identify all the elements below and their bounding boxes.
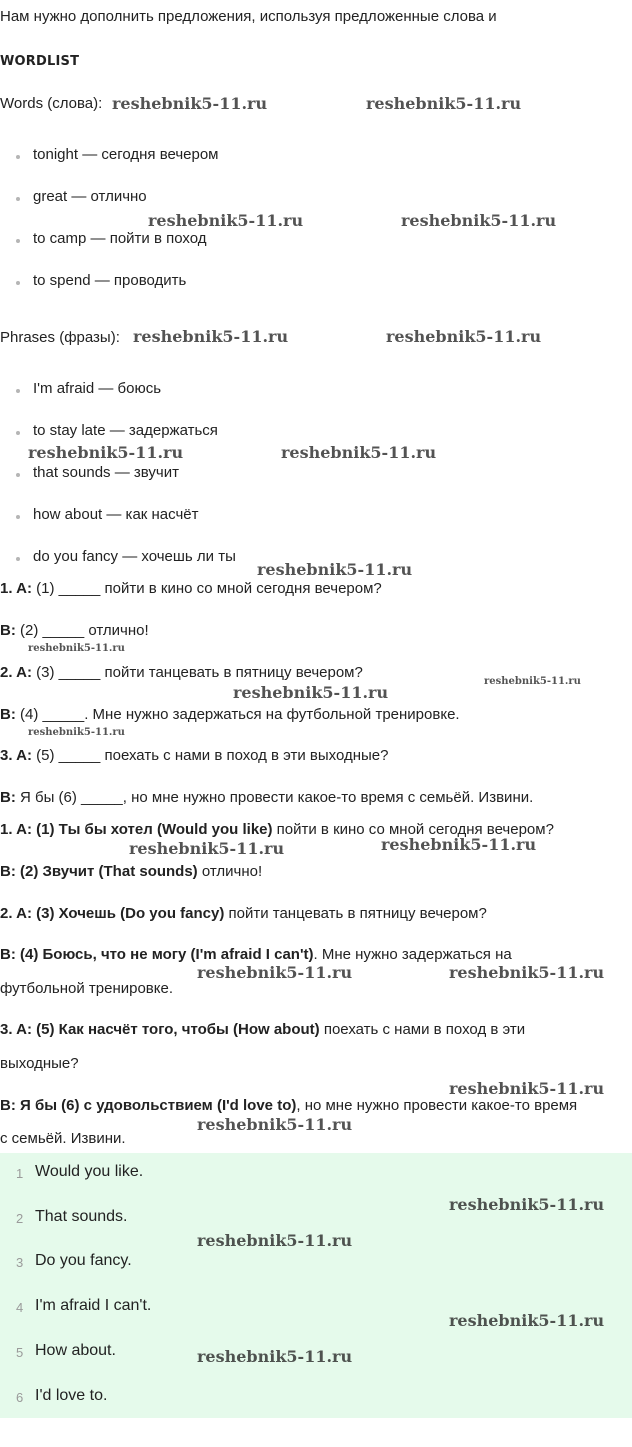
- word-item: great — отлично: [33, 188, 147, 205]
- answer-number: 6: [16, 1390, 24, 1405]
- bullet-icon: [16, 557, 20, 561]
- solution-line-6-cont: с семьёй. Извини.: [0, 1130, 126, 1147]
- watermark: reshebnik5-11.ru: [281, 443, 437, 462]
- answer-number: 5: [16, 1345, 24, 1360]
- answer-text: Do you fancy.: [35, 1252, 132, 1269]
- answer-number: 2: [16, 1211, 24, 1226]
- bullet-icon: [16, 431, 20, 435]
- watermark: reshebnik5-11.ru: [28, 727, 125, 738]
- answer-number: 1: [16, 1166, 24, 1181]
- word-item: to spend — проводить: [33, 272, 187, 289]
- watermark: reshebnik5-11.ru: [197, 1231, 353, 1250]
- watermark: reshebnik5-11.ru: [381, 835, 537, 854]
- phrase-item: that sounds — звучит: [33, 464, 179, 481]
- solution-line-4: B: (4) Боюсь, что не могу (I'm afraid I can't). Мне нужно задержаться на: [0, 946, 512, 963]
- task-line-6: B: Я бы (6) _____, но мне нужно провести какое-то время с семьёй. Извини.: [0, 789, 534, 806]
- answer-number: 3: [16, 1255, 24, 1270]
- task-line-5: 3. A: (5) _____ поехать с нами в поход в эти выходные?: [0, 747, 389, 764]
- bullet-icon: [16, 515, 20, 519]
- bullet-icon: [16, 239, 20, 243]
- watermark: reshebnik5-11.ru: [133, 327, 289, 346]
- answer-text: Would you like.: [35, 1163, 144, 1180]
- phrase-item: do you fancy — хочешь ли ты: [33, 548, 236, 565]
- phrase-item: how about — как насчёт: [33, 506, 199, 523]
- watermark: reshebnik5-11.ru: [449, 1079, 605, 1098]
- watermark: reshebnik5-11.ru: [28, 443, 184, 462]
- answer-text: That sounds.: [35, 1208, 128, 1225]
- bullet-icon: [16, 281, 20, 285]
- watermark: reshebnik5-11.ru: [449, 1195, 605, 1214]
- solution-line-5-cont: выходные?: [0, 1055, 79, 1072]
- watermark: reshebnik5-11.ru: [257, 560, 413, 579]
- phrase-item: to stay late — задержаться: [33, 422, 218, 439]
- phrase-item: I'm afraid — боюсь: [33, 380, 162, 397]
- answer-text: I'd love to.: [35, 1387, 108, 1404]
- bullet-icon: [16, 197, 20, 201]
- bullet-icon: [16, 473, 20, 477]
- watermark: reshebnik5-11.ru: [366, 94, 522, 113]
- solution-line-6: B: Я бы (6) с удовольствием (I'd love to), но мне нужно провести какое-то время: [0, 1097, 578, 1114]
- solution-line-4-cont: футбольной тренировке.: [0, 980, 173, 997]
- solution-line-2: B: (2) Звучит (That sounds) отлично!: [0, 863, 263, 880]
- phrases-label: Phrases (фразы):: [0, 329, 120, 346]
- intro-text: Нам нужно дополнить предложения, используя предложенные слова и: [0, 8, 497, 25]
- answer-number: 4: [16, 1300, 24, 1315]
- watermark: reshebnik5-11.ru: [449, 963, 605, 982]
- watermark: reshebnik5-11.ru: [484, 676, 581, 687]
- solution-line-1: 1. A: (1) Ты бы хотел (Would you like) пойти в кино со мной сегодня вечером?: [0, 821, 554, 838]
- watermark: reshebnik5-11.ru: [112, 94, 268, 113]
- bullet-icon: [16, 155, 20, 159]
- answer-box: [0, 1153, 632, 1418]
- answer-text: I'm afraid I can't.: [35, 1297, 152, 1314]
- task-line-3: 2. A: (3) _____ пойти танцевать в пятницу вечером?: [0, 664, 363, 681]
- word-item: tonight — сегодня вечером: [33, 146, 219, 163]
- watermark: reshebnik5-11.ru: [197, 1115, 353, 1134]
- solution-line-5: 3. A: (5) Как насчёт того, чтобы (How about) поехать с нами в поход в эти: [0, 1021, 526, 1038]
- word-item: to camp — пойти в поход: [33, 230, 207, 247]
- watermark: reshebnik5-11.ru: [233, 683, 389, 702]
- bullet-icon: [16, 389, 20, 393]
- watermark: reshebnik5-11.ru: [401, 211, 557, 230]
- watermark: reshebnik5-11.ru: [197, 1347, 353, 1366]
- watermark: reshebnik5-11.ru: [449, 1311, 605, 1330]
- watermark: reshebnik5-11.ru: [197, 963, 353, 982]
- task-line-1: 1. A: (1) _____ пойти в кино со мной сегодня вечером?: [0, 580, 382, 597]
- task-line-4: B: (4) _____. Мне нужно задержаться на футбольной тренировке.: [0, 706, 460, 723]
- solution-line-3: 2. A: (3) Хочешь (Do you fancy) пойти танцевать в пятницу вечером?: [0, 905, 487, 922]
- watermark: reshebnik5-11.ru: [386, 327, 542, 346]
- answer-text: How about.: [35, 1342, 116, 1359]
- words-label: Words (слова):: [0, 95, 103, 112]
- wordlist-heading: WORDLIST: [0, 54, 80, 69]
- watermark: reshebnik5-11.ru: [129, 839, 285, 858]
- watermark: reshebnik5-11.ru: [148, 211, 304, 230]
- task-line-2: B: (2) _____ отлично!: [0, 622, 149, 639]
- watermark: reshebnik5-11.ru: [28, 643, 125, 654]
